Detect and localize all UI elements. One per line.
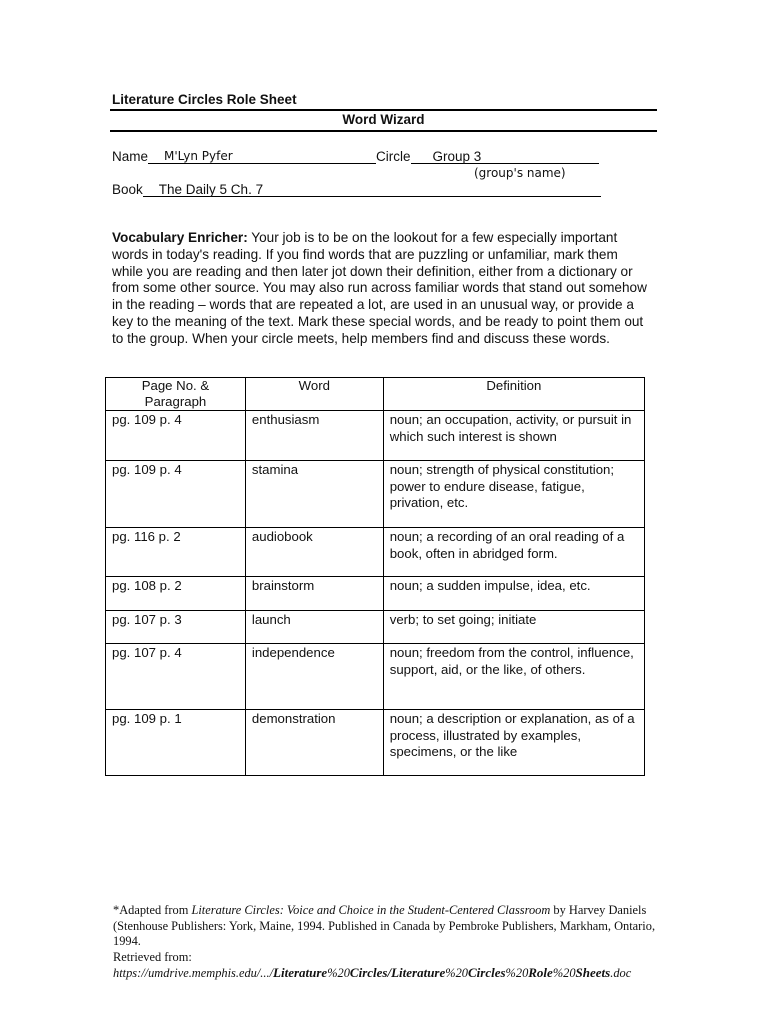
cell-definition: noun; a description or explanation, as of a process, illustrated by examples, specimens, or the like — [383, 710, 644, 776]
citation-book-title: Literature Circles: Voice and Choice in the Student-Centered Classroom — [191, 903, 551, 917]
cell-definition: verb; to set going; initiate — [383, 611, 644, 644]
book-field[interactable]: The Daily 5 Ch. 7 — [143, 182, 601, 197]
role-title: Word Wizard — [342, 112, 425, 127]
cell-definition: noun; an occupation, activity, or pursuit in which such interest is shown — [383, 411, 644, 461]
cell-page: pg. 109 p. 4 — [106, 411, 246, 461]
cell-definition: noun; freedom from the control, influence, support, aid, or the like, of others. — [383, 644, 644, 710]
citation-suffix: by Harvey Daniels (Stenhouse Publishers: York, Maine, 1994. Published in Canada by Pembroke Publishers, Markham, Ontario, 1994. — [113, 903, 656, 949]
table-row — [106, 644, 645, 710]
header-page-paragraph: Page No. & Paragraph — [106, 378, 246, 411]
cell-page: pg. 116 p. 2 — [106, 528, 246, 577]
source-url[interactable]: https://umdrive.memphis.edu/.../Literature%20Circles/Literature%20Circles%20Role%20Sheets.doc — [113, 965, 632, 981]
cell-word: brainstorm — [245, 577, 383, 611]
table-row — [106, 611, 645, 644]
name-label: Name — [112, 149, 149, 164]
table-row — [106, 577, 645, 611]
header-definition: Definition — [383, 378, 644, 411]
table-row — [106, 528, 645, 577]
table-row — [106, 411, 645, 461]
book-label: Book — [112, 182, 143, 197]
table-row — [106, 710, 645, 776]
retrieved-label: Retrieved from: — [113, 949, 192, 964]
cell-page: pg. 108 p. 2 — [106, 577, 246, 611]
cell-definition: noun; a sudden impulse, idea, etc. — [383, 577, 644, 611]
cell-page: pg. 109 p. 1 — [106, 710, 246, 776]
instructions-text: Your job is to be on the lookout for a few especially important words in today's reading. If you find words that are puzzling or unfamiliar, mark them while you are reading and then later jot down their definition, either from a dictionary or from some other source. You may also run across familiar words that stand out somehow in the reading – words that are repeated a lot, are used in an unusual way, or provide a key to the meaning of the text. Mark these special words, and be ready to point them out to the group. When your circle meets, help members find and discuss these words. — [112, 230, 647, 346]
cell-definition: noun; strength of physical constitution; power to endure disease, fatigue, privation, etc. — [383, 461, 644, 528]
circle-label: Circle — [376, 149, 411, 164]
cell-word: stamina — [245, 461, 383, 528]
citation-prefix: *Adapted from — [113, 903, 189, 917]
circle-field[interactable]: Group 3 — [411, 149, 599, 164]
book-row — [112, 182, 601, 197]
table-row — [106, 461, 645, 528]
cell-definition: noun; a recording of an oral reading of a book, often in abridged form. — [383, 528, 644, 577]
cell-page: pg. 107 p. 3 — [106, 611, 246, 644]
name-field[interactable]: M'Lyn Pyfer — [148, 149, 376, 164]
name-circle-row — [112, 149, 599, 164]
table-header-row — [106, 378, 645, 411]
instructions-paragraph — [112, 230, 647, 348]
cell-word: audiobook — [245, 528, 383, 577]
document-title: Literature Circles Role Sheet — [112, 92, 297, 107]
vocabulary-table — [105, 377, 645, 776]
group-name-note: (group's name) — [474, 166, 566, 180]
cell-word: launch — [245, 611, 383, 644]
source-citation — [113, 903, 673, 982]
cell-word: enthusiasm — [245, 411, 383, 461]
header-word: Word — [245, 378, 383, 411]
cell-word: demonstration — [245, 710, 383, 776]
bottom-rule — [110, 130, 657, 132]
cell-page: pg. 109 p. 4 — [106, 461, 246, 528]
top-rule — [110, 109, 657, 111]
cell-page: pg. 107 p. 4 — [106, 644, 246, 710]
cell-word: independence — [245, 644, 383, 710]
instructions-lead: Vocabulary Enricher: — [112, 230, 248, 245]
